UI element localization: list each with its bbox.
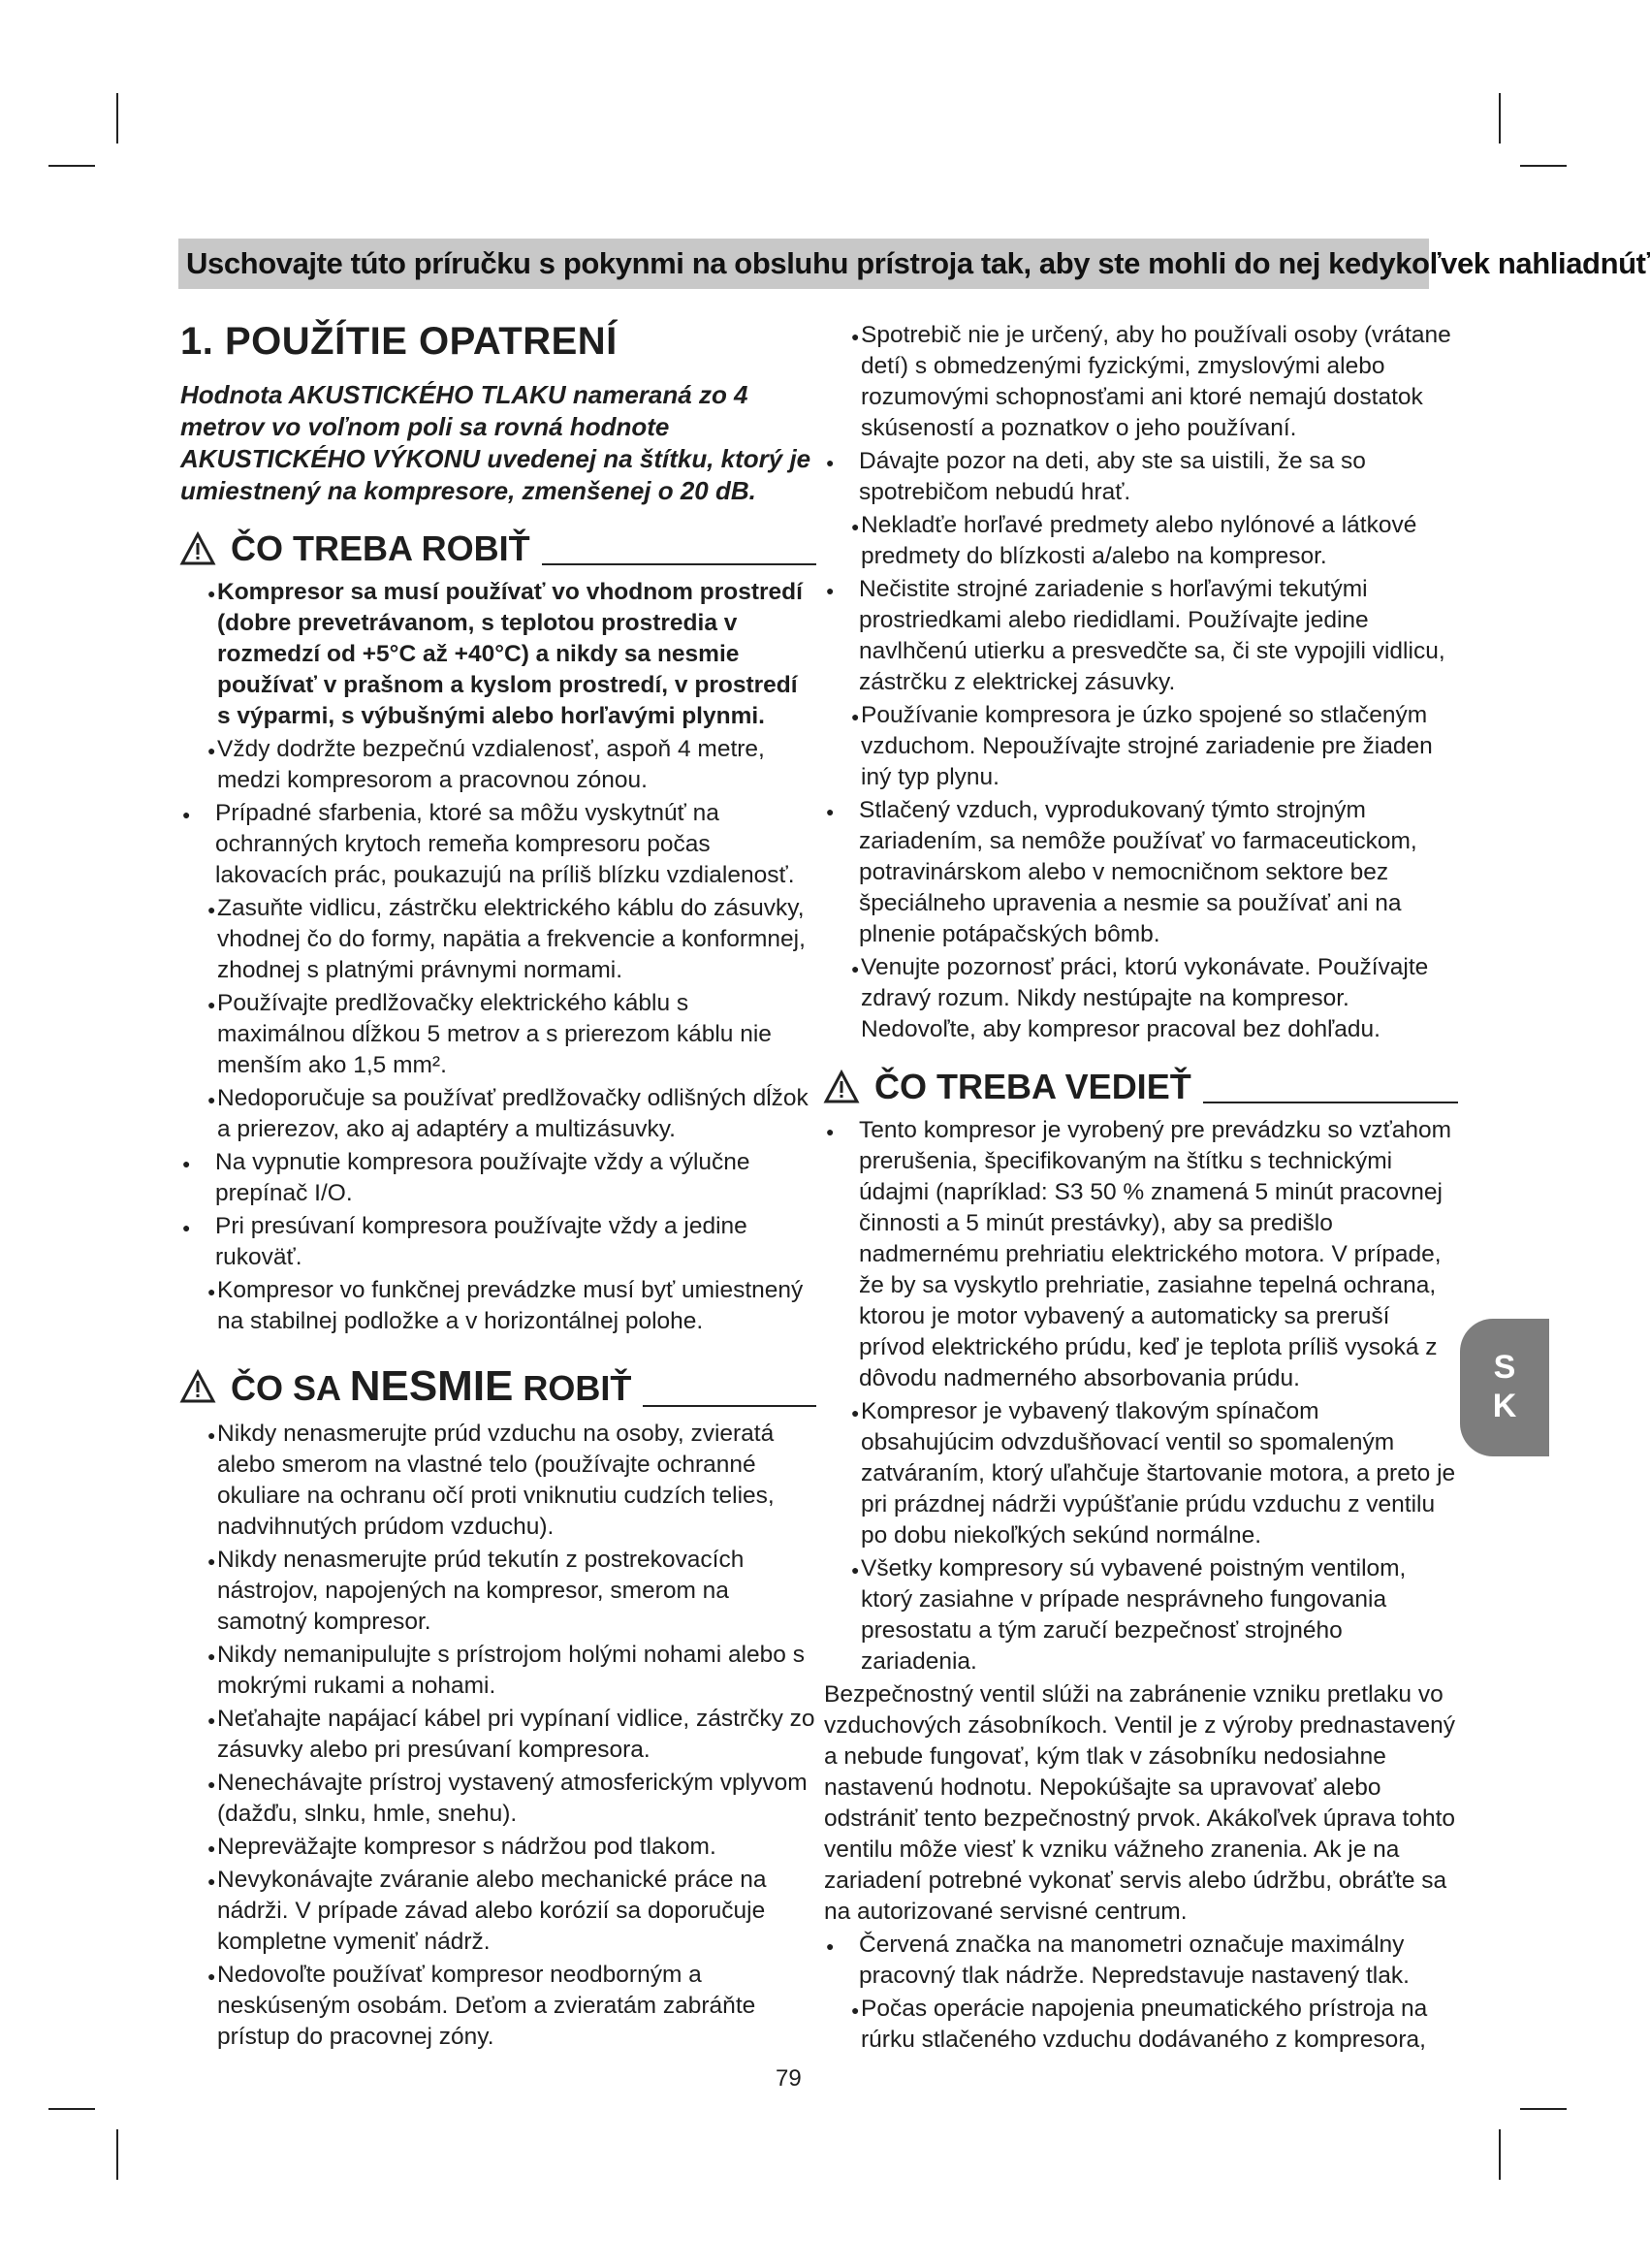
crop-mark bbox=[48, 2108, 95, 2110]
do-heading bbox=[180, 528, 816, 569]
do-list bbox=[180, 577, 816, 1337]
language-tab-letter: K bbox=[1492, 1388, 1517, 1424]
list-item: ● Stlačený vzduch, vyprodukovaný týmto strojným zariadením, sa nemôže používať vo farmaceutickom, potravinárskom alebo v nemocničnom sektore bez špeciálneho upravenia a nesmie sa používať ani na plnenie potápačských bômb. bbox=[824, 795, 1458, 950]
list-item: ● Používanie kompresora je úzko spojené so stlačeným vzduchom. Nepoužívajte strojné zariadenie pre žiaden iný typ plynu. bbox=[824, 700, 1458, 793]
crop-mark bbox=[1499, 2129, 1501, 2180]
acoustic-note: Hodnota AKUSTICKÉHO TLAKU nameraná zo 4 metrov vo voľnom poli sa rovná hodnote AKUSTICKÉHO VÝKONU uvedenej na štítku, ktorý je umiestnený na kompresore, zmenšenej o 20 dB. bbox=[180, 380, 811, 505]
crop-mark bbox=[1520, 165, 1567, 167]
dont-heading bbox=[180, 1362, 816, 1411]
list-item: ● Kompresor vo funkčnej prevádzke musí byť umiestnený na stabilnej podložke a v horizontálnej polohe. bbox=[180, 1275, 816, 1337]
list-item: ● Vždy dodržte bezpečnú vzdialenosť, aspoň 4 metre, medzi kompresorom a pracovnou zónou. bbox=[180, 734, 816, 796]
list-item: ● Počas operácie napojenia pneumatického prístroja na rúrku stlačeného vzduchu dodávaného z kompresora, bbox=[824, 1994, 1458, 2056]
header-banner: Uschovajte túto príručku s pokynmi na obsluhu prístroja tak, aby ste mohli do nej kedykoľvek nahliadnúť bbox=[178, 239, 1429, 289]
right-column bbox=[824, 320, 1458, 2058]
warning-icon bbox=[824, 1070, 859, 1103]
list-item: ● Pri presúvaní kompresora používajte vždy a jedine rukoväť. bbox=[180, 1211, 816, 1273]
page-number: 79 bbox=[776, 2065, 802, 2092]
list-item: ● Prípadné sfarbenia, ktoré sa môžu vyskytnúť na ochranných krytoch remeňa kompresoru počas lakovacích prác, poukazujú na príliš blízku vzdialenosť. bbox=[180, 798, 816, 891]
list-item: ● Tento kompresor je vyrobený pre prevádzku so vzťahom prerušenia, špecifikovaným na štítku s technickými údajmi (napríklad: S3 50 % znamená 5 minút pracovnej činnosti a 5 minút prestávky), aby sa predišlo nadmernému prehriatiu elektrického motora. V prípade, že by sa vyskytlo prehriatie, zasiahne tepelná ochrana, ktorou je motor vybavený a automaticky sa preruší prívod elektrického prúdu, keď je teplota príliš vysoká z dôvodu nadmerného absorbovania prúdu. bbox=[824, 1115, 1458, 1394]
list-item: ● Zasuňte vidlicu, zástrčku elektrického káblu do zásuvky, vhodnej čo do formy, napätia a frekvencie a konformnej, zhodnej s platnými právnymi normami. bbox=[180, 893, 816, 986]
divider bbox=[1203, 1082, 1458, 1103]
dont-title-prefix: ČO SA bbox=[231, 1368, 340, 1408]
list-item: ● Kompresor je vybavený tlakovým spínačom obsahujúcim odvzdušňovací ventil so spomaleným zatváraním, ktorý uľahčuje štartovanie motora, a preto je pri prázdnej nádrži vypúšťanie prúdu vzduchu z ventilu po dobu niekoľkých sekúnd normálne. bbox=[824, 1396, 1458, 1551]
crop-mark bbox=[1520, 2108, 1567, 2110]
warning-icon bbox=[180, 1370, 215, 1403]
know-list bbox=[824, 1115, 1458, 2056]
list-item: ● Nikdy nenasmerujte prúd vzduchu na osoby, zvieratá alebo smerom na vlastné telo (používajte ochranné okuliare na ochranu očí proti vniknutiu cudzích telies, nadvihnutých prúdom vzduchu). bbox=[180, 1419, 816, 1543]
list-item: Bezpečnostný ventil slúži na zabránenie vzniku pretlaku vo vzduchových zásobníkoch. Ventil je z výroby prednastavený a nebude fungovať, kým tlak v zásobníku nedosiahne nastavenú hodnotu. Nepokúšajte sa upravovať alebo odstrániť tento bezpečnostný prvok. Akákoľvek úprava tohto ventilu môže viesť k vzniku vážneho zranenia. Ak je na zariadení potrebné vykonať servis alebo údržbu, obráťte sa na autorizované servisné centrum. bbox=[824, 1681, 1455, 1925]
section-number: 1. bbox=[180, 320, 214, 363]
language-tab bbox=[1460, 1319, 1549, 1456]
list-item: ● Nedovoľte používať kompresor neodborným a neskúseným osobám. Deťom a zvieratám zabráňte prístup do pracovnej zóny. bbox=[180, 1960, 816, 2053]
list-item: ● Kompresor sa musí používať vo vhodnom prostredí (dobre prevetrávanom, s teplotou prostredia v rozmedzí od +5°C až +40°C) a nikdy sa nesmie používať v prašnom a kyslom prostredí, v prostredí s výparmi, s výbušnými alebo horľavými plynmi. bbox=[180, 577, 816, 732]
section-heading: POUŽÍTIE OPATRENÍ bbox=[224, 320, 618, 363]
list-item: ● Nepreväžajte kompresor s nádržou pod tlakom. bbox=[180, 1832, 816, 1863]
dont-list bbox=[180, 1419, 816, 2053]
list-item: ● Nenechávajte prístroj vystavený atmosferickým vplyvom (dažďu, slnku, hmle, snehu). bbox=[180, 1768, 816, 1830]
dont-title-suffix: ROBIŤ bbox=[523, 1368, 632, 1408]
list-item: ● Nečistite strojné zariadenie s horľavými tekutými prostriedkami alebo riedidlami. Používajte jedine navlhčenú utierku a presvedčte sa, či ste vypojili vidlicu, zástrčku z elektrickej zásuvky. bbox=[824, 574, 1458, 698]
know-heading bbox=[824, 1067, 1458, 1107]
know-title: ČO TREBA VEDIEŤ bbox=[874, 1067, 1191, 1106]
crop-mark bbox=[116, 2129, 118, 2180]
list-item: ● Používajte predlžovačky elektrického káblu s maximálnou dĺžkou 5 metrov a s prierezom káblu nie menším ako 1,5 mm². bbox=[180, 988, 816, 1081]
left-column bbox=[180, 320, 816, 2055]
divider bbox=[643, 1386, 816, 1407]
list-item: ● Spotrebič nie je určený, aby ho používali osoby (vrátane detí) s obmedzenými fyzickými, zmyslovými alebo rozumovými schopnosťami ani ktoré nemajú dostatok skúseností a poznatkov o jeho používaní. bbox=[824, 320, 1458, 444]
list-item: ● Nevykonávajte zváranie alebo mechanické práce na nádrži. V prípade závad alebo korózií sa doporučuje kompletne vymeniť nádrž. bbox=[180, 1865, 816, 1958]
list-item: ● Na vypnutie kompresora používajte vždy a výlučne prepínač I/O. bbox=[180, 1147, 816, 1209]
list-item: ● Dávajte pozor na deti, aby ste sa uistili, že sa so spotrebičom nebudú hrať. bbox=[824, 446, 1458, 508]
list-item: ● Všetky kompresory sú vybavené poistným ventilom, ktorý zasiahne v prípade nesprávneho fungovania presostatu a tým zaručí bezpečnosť strojného zariadenia. bbox=[824, 1553, 1458, 1677]
crop-mark bbox=[1499, 93, 1501, 144]
crop-mark bbox=[116, 93, 118, 144]
list-item: ● Nikdy nenasmerujte prúd tekutín z postrekovacích nástrojov, napojených na kompresor, smerom na samotný kompresor. bbox=[180, 1545, 816, 1638]
list-item: ● Neťahajte napájací kábel pri vypínaní vidlice, zástrčky zo zásuvky alebo pri presúvaní kompresora. bbox=[180, 1704, 816, 1766]
warning-icon bbox=[180, 532, 215, 565]
divider bbox=[542, 544, 816, 565]
list-item: ● Nedoporučuje sa používať predlžovačky odlišných dĺžok a prierezov, ako aj adaptéry a multizásuvky. bbox=[180, 1083, 816, 1145]
crop-mark bbox=[48, 165, 95, 167]
precaution-list bbox=[824, 320, 1458, 1045]
dont-title-emphasis: NESMIE bbox=[349, 1362, 514, 1410]
list-item: ● Nekladťe horľavé predmety alebo nylónové a látkové predmety do blízkosti a/alebo na kompresor. bbox=[824, 510, 1458, 572]
list-item: ● Venujte pozornosť práci, ktorú vykonávate. Používajte zdravý rozum. Nikdy nestúpajte na kompresor. Nedovoľte, aby kompresor pracoval bez dohľadu. bbox=[824, 952, 1458, 1045]
section-title bbox=[180, 320, 816, 364]
list-item: ● Nikdy nemanipulujte s prístrojom holými nohami alebo s mokrými rukami a nohami. bbox=[180, 1640, 816, 1702]
do-title: ČO TREBA ROBIŤ bbox=[231, 528, 530, 568]
list-item: ● Červená značka na manometri označuje maximálny pracovný tlak nádrže. Nepredstavuje nastavený tlak. bbox=[824, 1930, 1458, 1992]
dont-title bbox=[231, 1362, 631, 1411]
language-tab-letter: S bbox=[1493, 1349, 1516, 1386]
